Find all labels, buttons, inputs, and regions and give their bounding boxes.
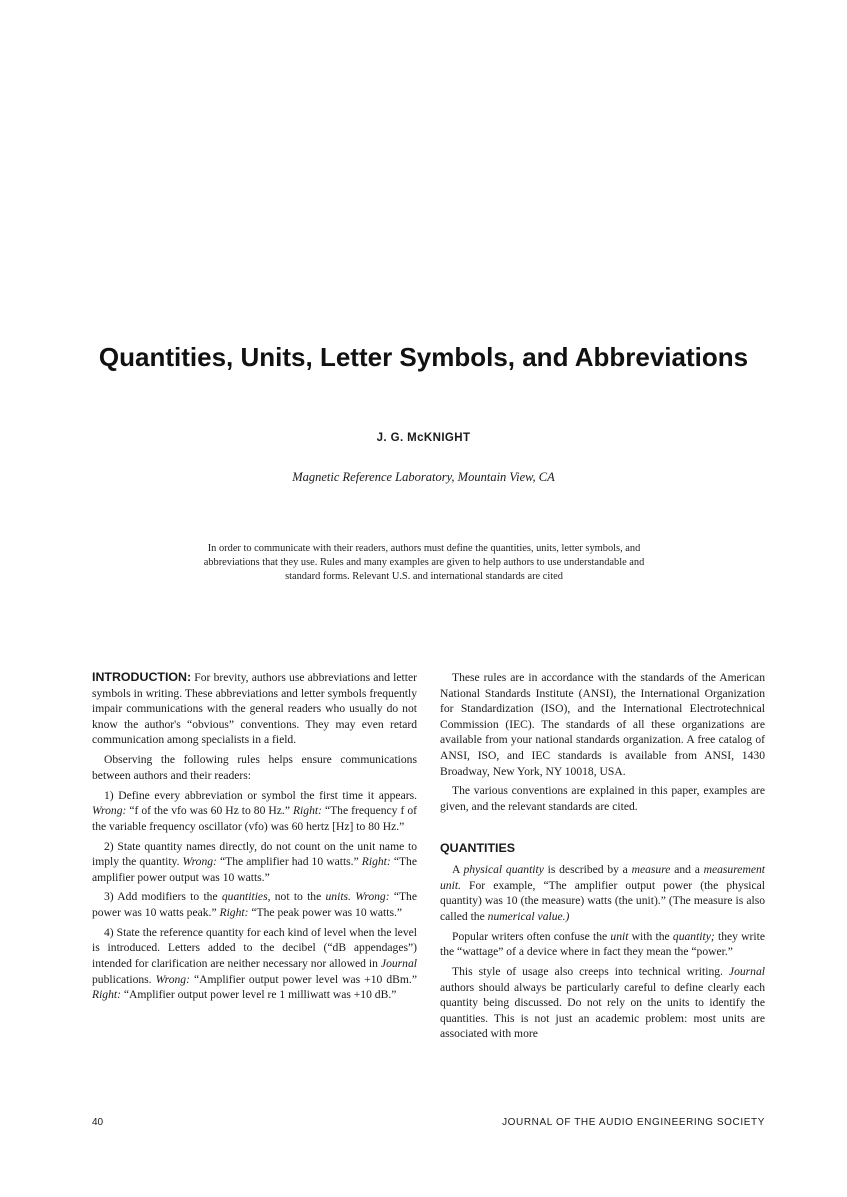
author-name: J. G. McKNIGHT: [376, 432, 471, 444]
intro-heading: INTRODUCTION:: [92, 670, 192, 684]
paper-title: Quantities, Units, Letter Symbols, and Abbreviations: [98, 342, 749, 372]
rule-2: 2) State quantity names directly, do not count on the unit name to imply the quantity. Wrong: “The amplifier had 10 watts.” Right: “The amplifier power output was 10 watts.”: [92, 839, 417, 884]
quantities-paragraph-3: This style of usage also creeps into technical writing. Journal authors should always be particularly careful to define clearly each quantity being discussed. Do not rely on the units to identify the quantities. This is not just an academic problem: most units are associated with more: [440, 965, 765, 1041]
left-column: [92, 670, 417, 1007]
quantities-paragraph-2: Popular writers often confuse the unit with the quantity; they write the “wattage” of a device where in fact they mean the “power.”: [440, 929, 765, 959]
rule-3: 3) Add modifiers to the quantities, not to the units. Wrong: “The power was 10 watts peak.” Right: “The peak power was 10 watts.”: [92, 890, 417, 920]
quantities-paragraph-1: A physical quantity is described by a measure and a measurement unit. For example, “The amplifier output power (the physical quantity) was 10 (the measure) watts (the unit).” (The measure is also called the numerical value.): [440, 863, 765, 923]
rule-1: 1) Define every abbreviation or symbol the first time it appears. Wrong: “f of the vfo was 60 Hz to 80 Hz.” Right: “The frequency f of the variable frequency oscillator (vfo) was 60 hertz [Hz] to 80 Hz.”: [92, 788, 417, 833]
intro-paragraph: INTRODUCTION: For brevity, authors use abbreviations and letter symbols in writing. These abbreviations and letter symbols frequently impair communications with the general readers who usually do not know the author's “obvious” conventions. They may even retard communication among specialists in a field.: [92, 670, 417, 747]
standards-paragraph: These rules are in accordance with the standards of the American National Standards Institute (ANSI), the International Organization for Standardization (ISO), and the International Electrotechnical Commission (IEC). The standards of all these organizations are available from your national standards organization. A free catalog of ANSI, ISO, and IEC standards is available from ANSI, 1430 Broadway, New York, NY 10018, USA.: [440, 671, 765, 778]
conventions-paragraph: The various conventions are explained in this paper, examples are given, and the relevant standards are cited.: [440, 784, 765, 813]
right-column: [440, 670, 765, 1046]
author-affiliation: Magnetic Reference Laboratory, Mountain View, CA: [292, 470, 555, 484]
rules-intro-paragraph: Observing the following rules helps ensure communications between authors and their readers:: [92, 753, 417, 782]
rule-4: 4) State the reference quantity for each kind of level when the level is introduced. Letters added to the decibel (“dB appendages”) intended for clarification are neither necessary nor allowed in Journal publications. Wrong: “Amplifier output power level was +10 dBm.” Right: “Amplifier output power level re 1 milliwatt was +10 dB.”: [92, 925, 417, 1002]
journal-name: JOURNAL OF THE AUDIO ENGINEERING SOCIETY: [502, 1117, 765, 1128]
section-heading-quantities: QUANTITIES: [440, 840, 516, 855]
abstract: In order to communicate with their readers, authors must define the quantities, units, letter symbols, and abbreviations that they use. Rules and many examples are given to help authors to use understandable and standard forms. Relevant U.S. and international standards are cited: [203, 543, 645, 582]
page-number: 40: [92, 1117, 104, 1128]
